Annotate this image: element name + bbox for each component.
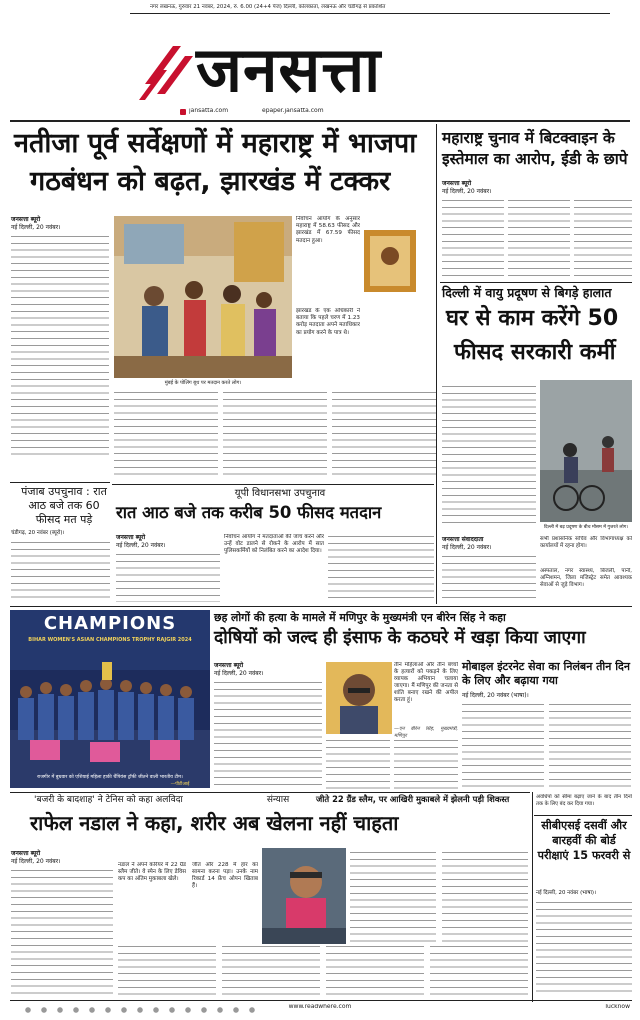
sports-body-col3 (350, 850, 530, 942)
punjab-headline-line2: आठ बजे तक 60 (28, 499, 100, 512)
up-body-right (328, 534, 434, 602)
punjab-body (11, 540, 110, 602)
punjab-dateline: चंडीगढ़, 20 नवंबर (ब्यूरो)। (11, 530, 65, 536)
masthead-top-line: नगर लखनऊ, गुरुवार 21 नवंबर, 2024, रु. 6.00 (24+4 पेज) दिल्ली, कोलकाता, लखनऊ और चंडीगढ़ से प्रकाशित (150, 4, 386, 10)
sports-top-rule (10, 792, 530, 793)
footer-city: lucknow (605, 1004, 630, 1010)
masthead-web[interactable]: jansatta.com (189, 108, 229, 114)
punjab-headline-line3: फीसद मत पड़े (35, 513, 93, 526)
masthead-top-rule (130, 13, 610, 14)
delhi-headline-line2: फीसद सरकारी कर्मी (454, 340, 616, 365)
delhi-body-lower (442, 554, 536, 602)
manipur-quote-by: —एन बीरेन सिंह, मुख्यमंत्री, मणिपुर (394, 726, 458, 739)
cbse-left-rule (532, 792, 533, 1002)
lead-headline-line2: गठबंधन को बढ़त, झारखंड में टक्कर (30, 166, 391, 197)
sports-body-right (118, 944, 530, 996)
lead-dateline: नई दिल्ली, 20 नवंबर। (11, 224, 61, 231)
right-top-dateline: नई दिल्ली, 20 नवंबर। (442, 188, 492, 195)
sports-strip-right: जीते 22 ग्रैंड स्लैम, पर आखिरी मुकाबले में झेलनी पड़ी शिकस्त (316, 794, 510, 804)
sports-strip-mid: संन्यास (266, 795, 290, 805)
up-headline: रात आठ बजे तक करीब 50 फीसद मतदान (116, 503, 382, 522)
nadal-photo (262, 848, 346, 944)
up-side-note: निर्वाचन आयोग ने मतदाताओं की जांच करने और उन्हें वोट डालने से रोकने के आरोप में सात पुलिसकर्मियों को निलंबित करने का आदेश दिया। (224, 534, 324, 554)
right-top-byline: जनसत्ता ब्यूरो (442, 180, 472, 187)
delhi-side-note: सभी प्रशासनिक सचिव और विभागाध्यक्ष को कार्यालयों में रहना होगा। (540, 536, 632, 549)
manipur-kicker: छह लोगों की हत्या के मामले में मणिपुर के मुख्यमंत्री एन बीरेन सिंह ने कहा (214, 611, 506, 624)
cbse-top-rule (534, 815, 632, 816)
lead-body-col1 (11, 234, 109, 456)
sports-byline: जनसत्ता ब्यूरो (11, 850, 41, 857)
lead-body-bottom (114, 390, 436, 476)
lead-headline-line1: नतीजा पूर्व सर्वेक्षणों में महाराष्ट्र में भाजपा (14, 128, 417, 159)
masthead-bottom-rule (10, 120, 630, 122)
web-icon (180, 109, 186, 115)
manipur-byline: जनसत्ता ब्यूरो (214, 662, 244, 669)
hockey-caption: राजगीर में बुधवार को एशियाई महिला हाकी चैंपियंस ट्रॉफी जीतने वाली भारतीय टीम। (37, 775, 183, 780)
hockey-banner-line2: BIHAR WOMEN'S ASIAN CHAMPIONS TROPHY RAJGIR 2024 (28, 637, 192, 643)
punjab-top-rule (10, 482, 110, 483)
sports-note-1: नडाल ने अपने करियर में 22 ग्रैंड स्लैम जीते। वे स्पेन के लिए डेविस कप का अंतिम मुकाबला खेले। (118, 862, 186, 882)
delhi-byline: जनसत्ता संवाददाता (442, 536, 484, 543)
manipur-cm-photo (326, 662, 392, 734)
lead-side-note-1: निर्वाचन आयोग के अनुसार महाराष्ट्र में 58.63 फीसद और झारखंड में 67.59 फीसद मतदान हुआ। (296, 216, 360, 244)
manipur-quote: तीन महिलाओं और तीन बच्चों के हत्यारों को पकड़ने के लिए व्यापक अभियान चलाया जाएगा। मैं मणिपुर की जनता से शांति बनाए रखने की अपील करता हूं। (394, 662, 458, 703)
sports-strip-left: 'बजरी के बादशाह' ने टेनिस को कहा अलविदा (34, 795, 183, 805)
hockey-banner-line1: CHAMPIONS (43, 613, 177, 634)
delhi-side-note-2: अस्पताल, नगर स्वास्थ्य, बिजली, पानी, अग्निशमन, जिला मजिस्ट्रेट समेत आवश्यक सेवाओं से जुड़े विभाग। (540, 568, 632, 588)
manipur-side-dateline: नई दिल्ली, 20 नवंबर (भाषा)। (462, 692, 529, 699)
manipur-body-mid (326, 738, 458, 790)
right-top-body (442, 198, 632, 278)
sports-headline: राफेल नडाल ने कहा, शरीर अब खेलना नहीं चाहता (30, 811, 399, 835)
manipur-headline: दोषियों को जल्द ही इंसाफ के कठघरे में खड़ा किया जाएगा (214, 628, 586, 648)
cbse-body (536, 900, 632, 996)
delhi-headline-line1: घर से काम करेंगे 50 (446, 306, 619, 331)
hockey-credit: —पीटीआई (170, 782, 190, 787)
footer-site[interactable]: www.readwhere.com (288, 1004, 352, 1010)
cbse-dateline: नई दिल्ली, 20 नवंबर (भाषा)। (536, 890, 597, 896)
lead-byline: जनसत्ता ब्यूरो (11, 216, 41, 223)
cbse-side-text: अवधिपों को सीमा बढ़ाए जाने के बाद तीन दिनों तक के लिए बंद कर दिया गया। (536, 794, 632, 807)
cbse-headline: सीबीएसई दसवीं और बारहवीं की बोर्ड परीक्षाएं 15 फरवरी से (537, 819, 631, 862)
manipur-side-body (462, 702, 632, 790)
delhi-top-rule (440, 282, 632, 283)
manipur-dateline: नई दिल्ली, 20 नवंबर। (214, 670, 264, 677)
up-body (116, 552, 220, 602)
up-dateline: नई दिल्ली, 20 नवंबर। (116, 542, 166, 549)
masthead-title: जनसत्ता (196, 33, 382, 106)
logo-mark-icon (135, 38, 197, 106)
delhi-dateline: नई दिल्ली, 20 नवंबर। (442, 544, 492, 551)
up-kicker: यूपी विधानसभा उपचुनाव (234, 488, 326, 499)
lead-small-photo (364, 230, 416, 292)
masthead-epaper[interactable]: epaper.jansatta.com (262, 108, 324, 114)
registration-marks (20, 1006, 260, 1014)
footer-rule (10, 1000, 632, 1001)
sports-dateline: नई दिल्ली, 20 नवंबर। (11, 858, 61, 865)
up-top-rule (112, 484, 434, 485)
manipur-body (214, 680, 322, 790)
sports-body-left (11, 868, 113, 996)
right-top-headline: महाराष्ट्र चुनाव में बिटक्वाइन के इस्तेमाल का आरोप, ईडी के छापे (442, 129, 628, 168)
up-byline: जनसत्ता ब्यूरो (116, 534, 146, 541)
right-col-divider (436, 124, 437, 604)
lead-photo-caption: मुंबई के पोलिंग बूथ पर मतदान करते लोग। (164, 380, 242, 386)
manipur-side-headline: मोबाइल इंटरनेट सेवा का निलंबन तीन दिन के लिए और बढ़ाया गया (462, 660, 631, 687)
delhi-body-upper (442, 384, 536, 526)
delhi-photo (540, 380, 632, 522)
mid-rule (10, 606, 632, 607)
lead-side-note-2: झारखंड के एक अधिकारी ने बताया कि पहले चरण में 1.23 करोड़ मतदाता अपने मताधिकार का प्रयोग करने के पात्र थे। (296, 308, 360, 336)
punjab-headline-line1: पंजाब उपचुनाव : रात (21, 485, 107, 498)
delhi-kicker: दिल्ली में वायु प्रदूषण से बिगड़े हालात (442, 285, 612, 300)
delhi-photo-caption: दिल्ली में बढ़ प्रदूषण के बीच मौसम में गुजरते लोग। (543, 525, 629, 530)
lead-photo (114, 216, 292, 378)
sports-note-2: जीत और 228 में हार का सामना करना पड़ा। उनके नाम रिकार्ड 14 फ्रेंच ओपन खिताब हैं। (192, 862, 258, 889)
